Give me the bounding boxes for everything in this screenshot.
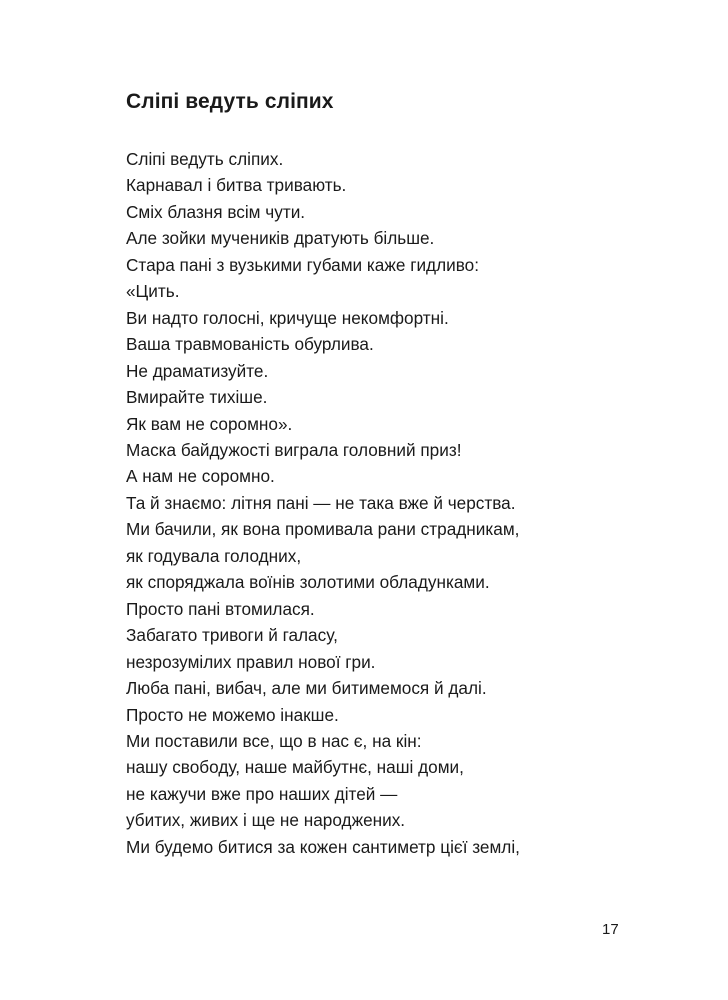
poem-line: Вмирайте тихіше.: [126, 387, 268, 408]
poem-line: не кажучи вже про наших дітей —: [126, 783, 398, 804]
poem-line: Люба пані, вибач, але ми битимемося й далі.: [126, 678, 487, 699]
poem-line: А нам не соромно.: [126, 466, 275, 487]
poem-line: Забагато тривоги й галасу,: [126, 625, 338, 646]
poem-line: Просто пані втомилася.: [126, 598, 315, 619]
poem-line: Просто не можемо інакше.: [126, 704, 339, 725]
poem-line: Ми бачили, як вона промивала рани страдникам,: [126, 519, 520, 540]
poem-line: нашу свободу, наше майбутнє, наші доми,: [126, 757, 464, 778]
poem-line: як споряджала воїнів золотими обладунками.: [126, 572, 490, 593]
poem-line: Сліпі ведуть сліпих.: [126, 149, 284, 169]
poem-line: Як вам не соромно».: [126, 413, 293, 434]
poem-body: [126, 146, 520, 860]
poem-line: Ваша травмованість обурлива.: [126, 334, 374, 355]
poem-line: Карнавал і битва тривають.: [126, 175, 347, 196]
poem-line: Сміх блазня всім чути.: [126, 201, 306, 222]
poem-line: Ми поставили все, що в нас є, на кін:: [126, 730, 422, 751]
poem-line: Не драматизуйте.: [126, 360, 269, 381]
poem-line: убитих, живих і ще не народжених.: [126, 810, 406, 831]
page-number: 17: [602, 921, 619, 938]
poem-line: «Цить.: [126, 281, 180, 302]
poem-line: Ми будемо битися за кожен сантиметр цієї землі,: [126, 836, 520, 857]
poem-line: незрозумілих правил нової гри.: [126, 651, 376, 672]
poem-line: Та й знаємо: літня пані — не така вже й черства.: [126, 492, 516, 513]
poem-line: як годувала голодних,: [126, 545, 302, 566]
poem-line: Але зойки мучеників дратують більше.: [126, 228, 435, 249]
poem-line: Маска байдужості виграла головний приз!: [126, 439, 462, 460]
poem-line: Стара пані з вузькими губами каже гидливо:: [126, 254, 479, 275]
poem-line: Ви надто голосні, кричуще некомфортні.: [126, 307, 449, 328]
poem-title: Сліпі ведуть сліпих: [126, 90, 334, 113]
